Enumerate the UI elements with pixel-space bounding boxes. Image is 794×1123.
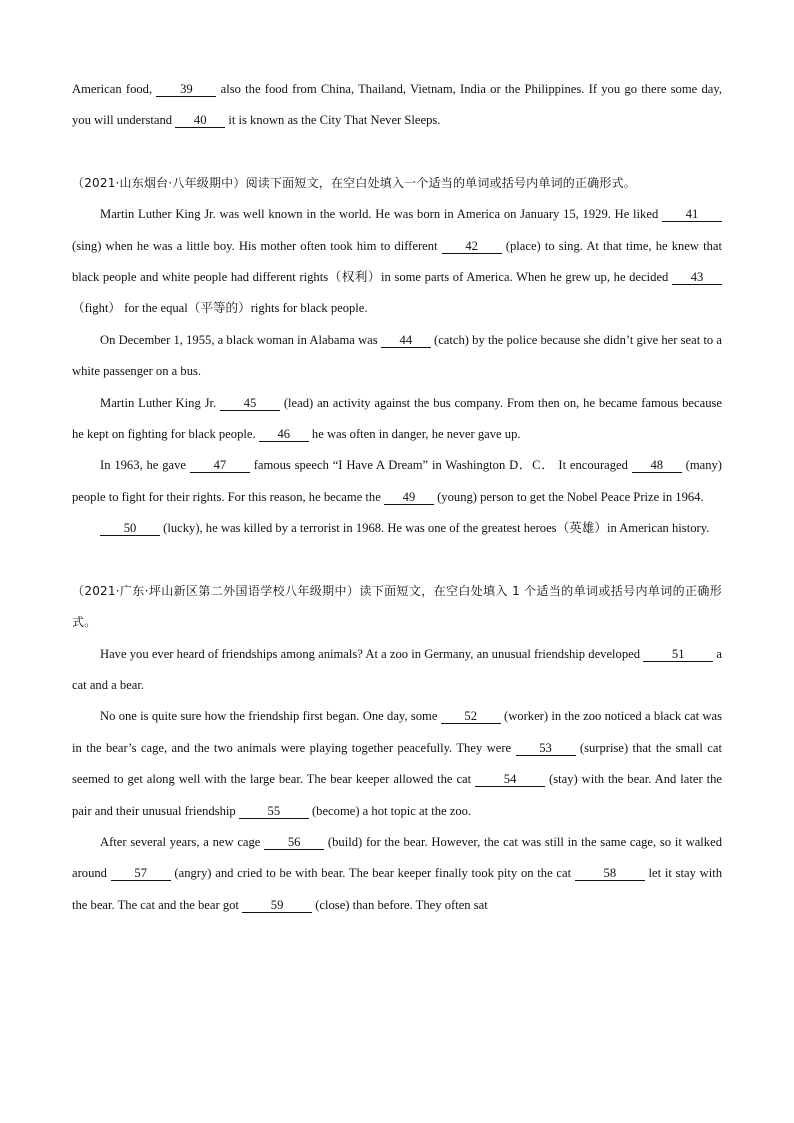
blank-40[interactable]: 40 xyxy=(175,113,225,128)
text-run: it is known as the City That Never Sleeps. xyxy=(225,113,441,128)
text-run: (stay) with the bear. And later the pair and their unusual friendship xyxy=(72,772,722,818)
text-run: Have you ever heard of friendships among animals? At a zoo in Germany, an unusual friendship developed xyxy=(100,646,644,661)
text-run: (young) person to get the Nobel Peace Prize in 1964. xyxy=(433,489,704,504)
text-run: In 1963, he gave xyxy=(100,458,190,473)
blank-58[interactable]: 58 xyxy=(575,866,645,881)
document-page xyxy=(72,74,722,921)
text-run: After several years, a new cage xyxy=(100,834,265,849)
text-run: (build) for the bear. However, the cat was still in the same cage, so it walked around xyxy=(72,834,722,881)
text-run: （fight） for the equal（平等的）rights for black people. xyxy=(72,301,368,316)
blank-48[interactable]: 48 xyxy=(632,458,682,473)
blank-42[interactable]: 42 xyxy=(442,239,502,254)
blank-57[interactable]: 57 xyxy=(111,866,171,881)
paragraph xyxy=(72,450,722,513)
text-run: No one is quite sure how the friendship first began. One day, some xyxy=(100,709,441,724)
text-run: also the food from China, Thailand, Vietnam, India or the Philippines. If you go there some day, you will understand xyxy=(72,82,723,128)
passage-continuation xyxy=(72,74,722,137)
text-run: (surprise) that the small cat seemed to get along well with the large bear. The bear keeper allowed the cat xyxy=(72,740,722,787)
text-run: Martin Luther King Jr. xyxy=(100,395,220,410)
spacer xyxy=(72,137,722,168)
blank-56[interactable]: 56 xyxy=(264,835,324,850)
text-run: (lucky), he was killed by a terrorist in 1968. He was one of the greatest heroes（英雄）in American history. xyxy=(160,521,710,536)
paragraph xyxy=(72,199,722,325)
blank-44[interactable]: 44 xyxy=(381,333,431,348)
text-run: (angry) and cried to be with bear. The bear keeper finally took pity on the cat xyxy=(170,866,575,881)
blank-55[interactable]: 55 xyxy=(239,804,309,819)
paragraph xyxy=(72,513,722,544)
blank-52[interactable]: 52 xyxy=(441,709,501,724)
text-run: (lead) an activity against the bus company. From then on, he became famous because he kept on fighting for black people. xyxy=(72,395,722,442)
text-run: he was often in danger, he never gave up. xyxy=(308,427,521,442)
text-run: famous speech “I Have A Dream” in Washington D．C． It encouraged xyxy=(249,458,632,473)
blank-53[interactable]: 53 xyxy=(516,741,576,756)
text-run: On December 1, 1955, a black woman in Alabama was xyxy=(100,332,381,347)
blank-41[interactable]: 41 xyxy=(662,207,722,222)
paragraph xyxy=(72,388,722,451)
section-header-guangdong: （2021·广东·坪山新区第二外国语学校八年级期中）读下面短文，在空白处填入 1 个适当的单词或括号内单词的正确形式。 xyxy=(72,583,722,630)
text-run: Martin Luther King Jr. was well known in the world. He was born in America on January 15, 1929. He liked xyxy=(100,207,662,222)
spacer xyxy=(72,545,722,576)
blank-45[interactable]: 45 xyxy=(220,396,280,411)
text-run: (many) people to fight for their rights. For this reason, he became the xyxy=(72,458,722,504)
text-run: (sing) when he was a little boy. His mother often took him to different xyxy=(72,238,442,253)
blank-39[interactable]: 39 xyxy=(156,82,216,97)
blank-54[interactable]: 54 xyxy=(475,772,545,787)
blank-49[interactable]: 49 xyxy=(384,490,434,505)
text-run: (worker) in the zoo noticed a black cat was in the bear’s cage, and the two animals were playing together peacefully. They were xyxy=(72,709,722,755)
paragraph xyxy=(72,325,722,388)
blank-46[interactable]: 46 xyxy=(259,427,309,442)
text-run: (close) than before. They often sat xyxy=(312,897,488,912)
text-run: (place) to sing. At that time, he knew that black people and white people had different rights（权利）in some parts of America. When he grew up, he decided xyxy=(72,238,722,285)
section-header-shandong: （2021·山东烟台·八年级期中）阅读下面短文，在空白处填入一个适当的单词或括号内单词的正确形式。 xyxy=(72,175,636,190)
text-run: (catch) by the police because she didn’t give her seat to a white passenger on a bus. xyxy=(72,332,722,379)
paragraph xyxy=(72,639,722,702)
paragraph xyxy=(72,827,722,921)
blank-50[interactable]: 50 xyxy=(100,521,160,536)
text-run: (become) a hot topic at the zoo. xyxy=(308,803,472,818)
text-run: American food, xyxy=(72,82,157,96)
blank-47[interactable]: 47 xyxy=(190,458,250,473)
blank-43[interactable]: 43 xyxy=(672,270,722,285)
blank-59[interactable]: 59 xyxy=(242,898,312,913)
text-run: a cat and a bear. xyxy=(72,646,722,692)
paragraph xyxy=(72,701,722,827)
blank-51[interactable]: 51 xyxy=(643,647,713,662)
text-run: let it stay with the bear. The cat and the bear got xyxy=(72,866,722,912)
